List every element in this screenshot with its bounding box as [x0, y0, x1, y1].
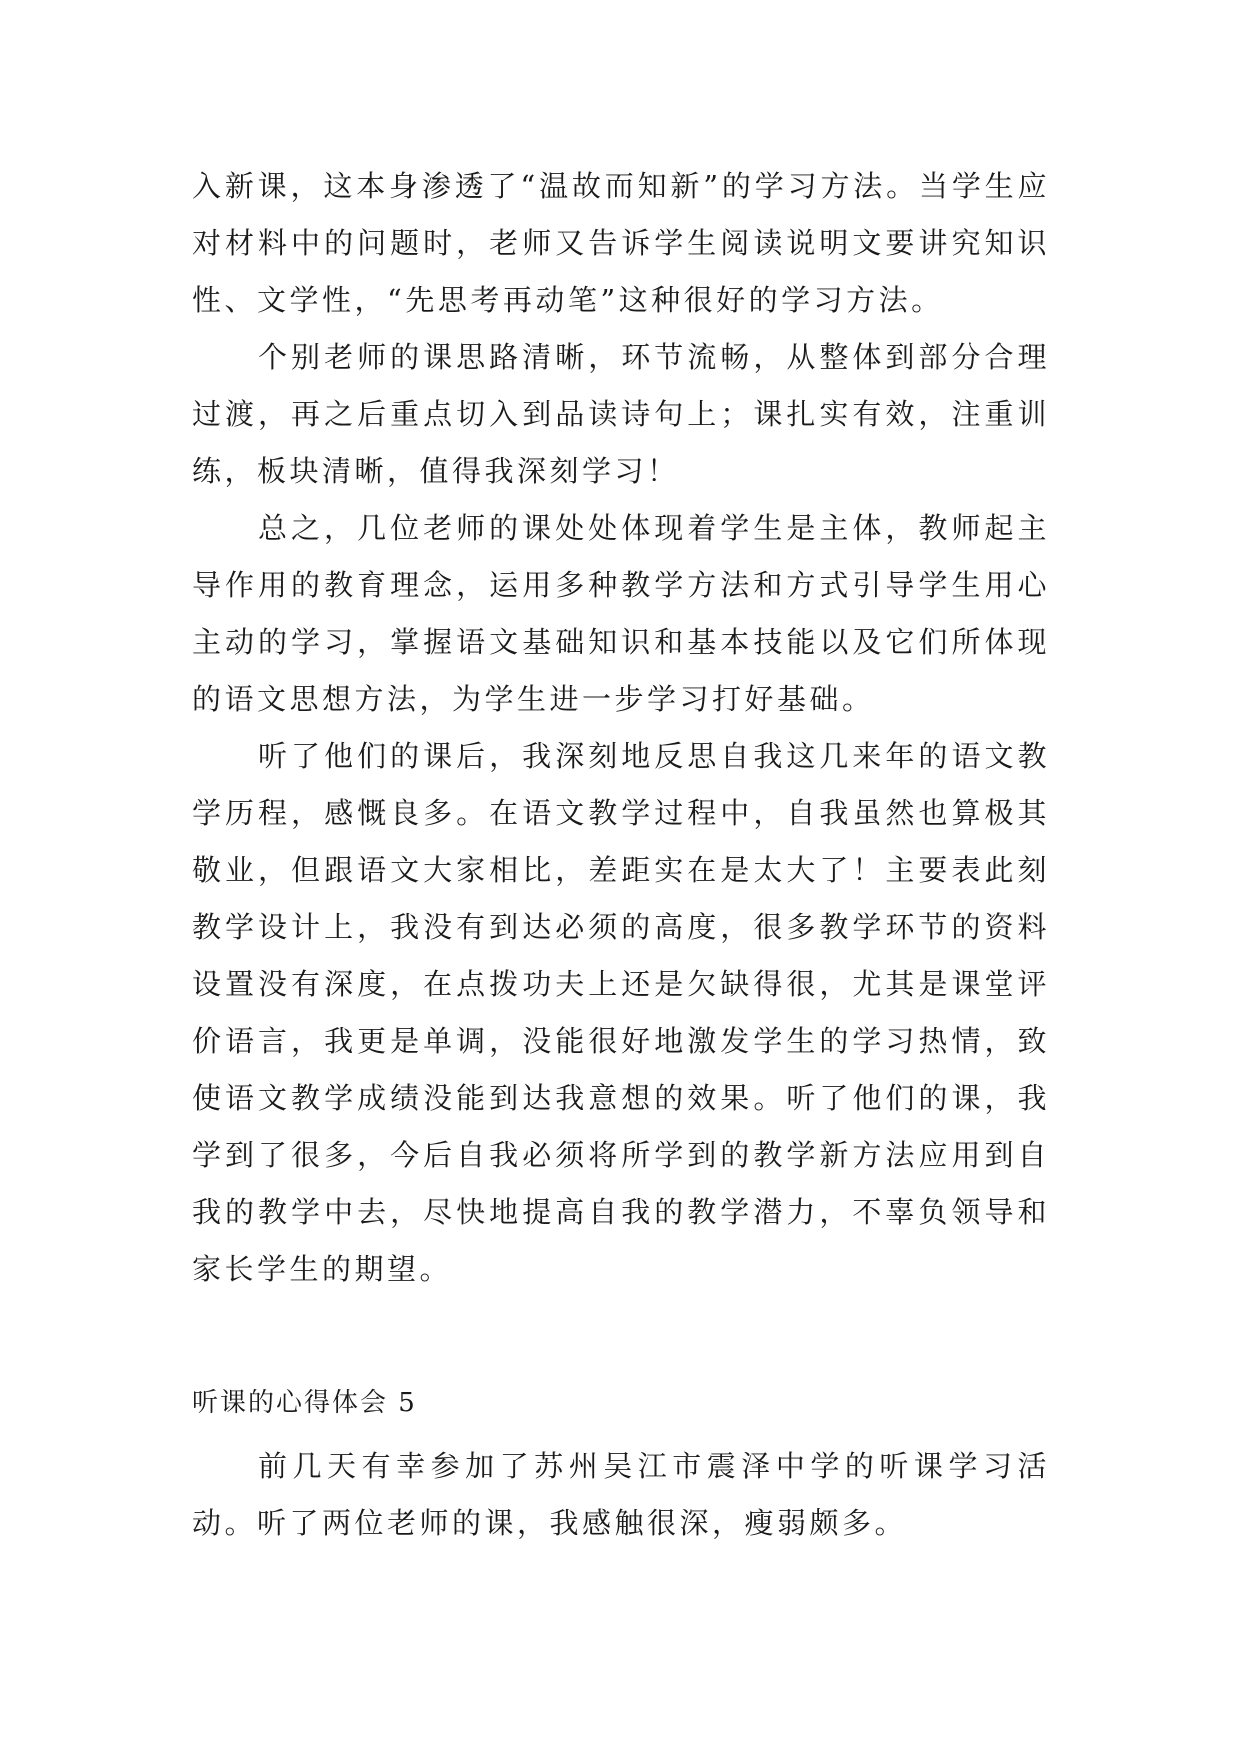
body-text-top	[192, 158, 1050, 1298]
paragraph-continued: 入新课，这本身渗透了“温故而知新”的学习方法。当学生应对材料中的问题时，老师又告诉学生阅读说明文要讲究知识性、文学性，“先思考再动笔”这种很好的学习方法。	[192, 169, 1050, 317]
paragraph: 总之，几位老师的课处处体现着学生是主体，教师起主导作用的教育理念，运用多种教学方法和方式引导学生用心主动的学习，掌握语文基础知识和基本技能以及它们所体现的语文思想方法，为学生进一步学习打好基础。	[192, 511, 1050, 716]
section-heading: 听课的心得体会 5	[192, 1388, 417, 1418]
paragraph: 个别老师的课思路清晰，环节流畅，从整体到部分合理过渡，再之后重点切入到品读诗句上；课扎实有效，注重训练，板块清晰，值得我深刻学习！	[192, 340, 1050, 488]
body-text-bottom	[192, 1438, 1050, 1552]
paragraph: 听了他们的课后，我深刻地反思自我这几来年的语文教学历程，感慨良多。在语文教学过程中，自我虽然也算极其敬业，但跟语文大家相比，差距实在是太大了！主要表此刻教学设计上，我没有到达必须的高度，很多教学环节的资料设置没有深度，在点拨功夫上还是欠缺得很，尤其是课堂评价语言，我更是单调，没能很好地激发学生的学习热情，致使语文教学成绩没能到达我意想的效果。听了他们的课，我学到了很多，今后自我必须将所学到的教学新方法应用到自我的教学中去，尽快地提高自我的教学潜力，不辜负领导和家长学生的期望。	[192, 739, 1050, 1286]
paragraph: 前几天有幸参加了苏州吴江市震泽中学的听课学习活动。听了两位老师的课，我感触很深，瘦弱颇多。	[192, 1449, 1050, 1540]
